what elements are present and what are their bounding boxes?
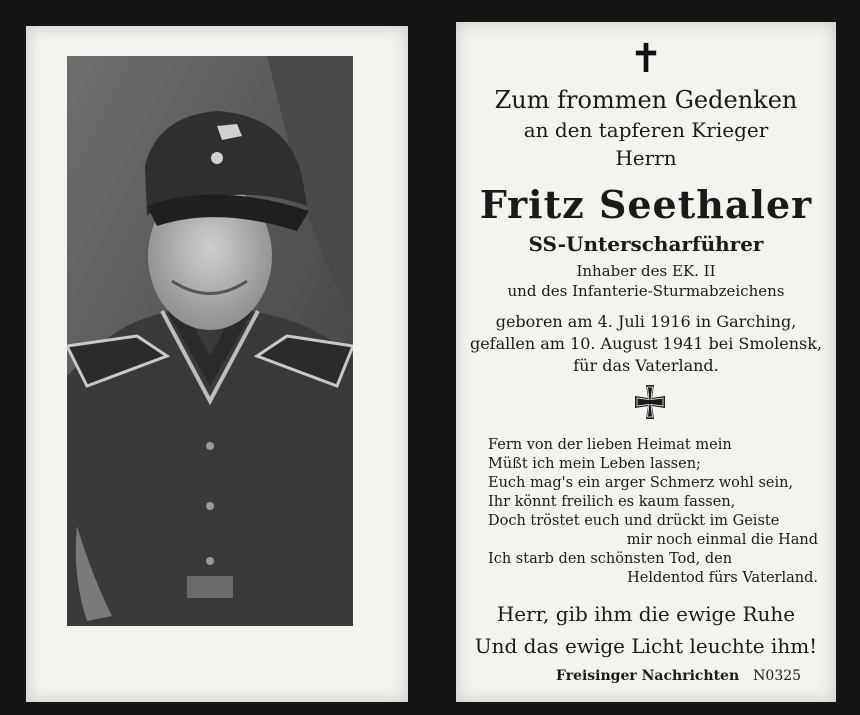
soldier-portrait-photo: [67, 56, 353, 626]
poem-line: Heldentod fürs Vaterland.: [627, 570, 818, 586]
printer-imprint: [556, 668, 801, 684]
poem-line: Fern von der lieben Heimat mein: [488, 437, 732, 453]
memorial-poem: [488, 436, 818, 588]
dedication-line: an den tapferen Krieger: [523, 118, 769, 142]
poem-line: Euch mag's ein arger Schmerz wohl sein,: [488, 475, 794, 491]
death-line: gefallen am 10. August 1941 bei Smolensk,: [469, 334, 823, 353]
iron-cross-icon: [632, 384, 668, 420]
poem-line: Doch tröstet euch und drückt im Geiste: [488, 513, 780, 529]
memorial-text: [456, 22, 836, 702]
birth-line: geboren am 4. Juli 1916 in Garching,: [495, 312, 797, 331]
printer-name: Freisinger Nachrichten: [556, 668, 740, 684]
honorific: Herrn: [615, 146, 677, 170]
deceased-name: Fritz Seethaler: [479, 182, 813, 227]
poem-line: Müßt ich mein Leben lassen;: [488, 456, 701, 472]
poem-line: mir noch einmal die Hand: [626, 532, 818, 548]
decoration-line-1: Inhaber des EK. II: [576, 262, 716, 280]
portrait-image: [67, 56, 353, 626]
poem-line: Ich starb den schönsten Tod, den: [488, 551, 733, 567]
rank: SS-Unterscharführer: [528, 232, 764, 256]
decoration-line-2: und des Infanterie-Sturmabzeichens: [507, 282, 785, 300]
fatherland-line: für das Vaterland.: [573, 356, 719, 375]
cross-icon: ✝: [629, 36, 663, 82]
card-number: N0325: [753, 668, 802, 684]
poem-line: Ihr könnt freilich es kaum fassen,: [488, 494, 736, 510]
prayer-line-2: Und das ewige Licht leuchte ihm!: [474, 634, 818, 658]
heading: Zum frommen Gedenken: [494, 86, 798, 114]
prayer-line-1: Herr, gib ihm die ewige Ruhe: [496, 602, 796, 626]
